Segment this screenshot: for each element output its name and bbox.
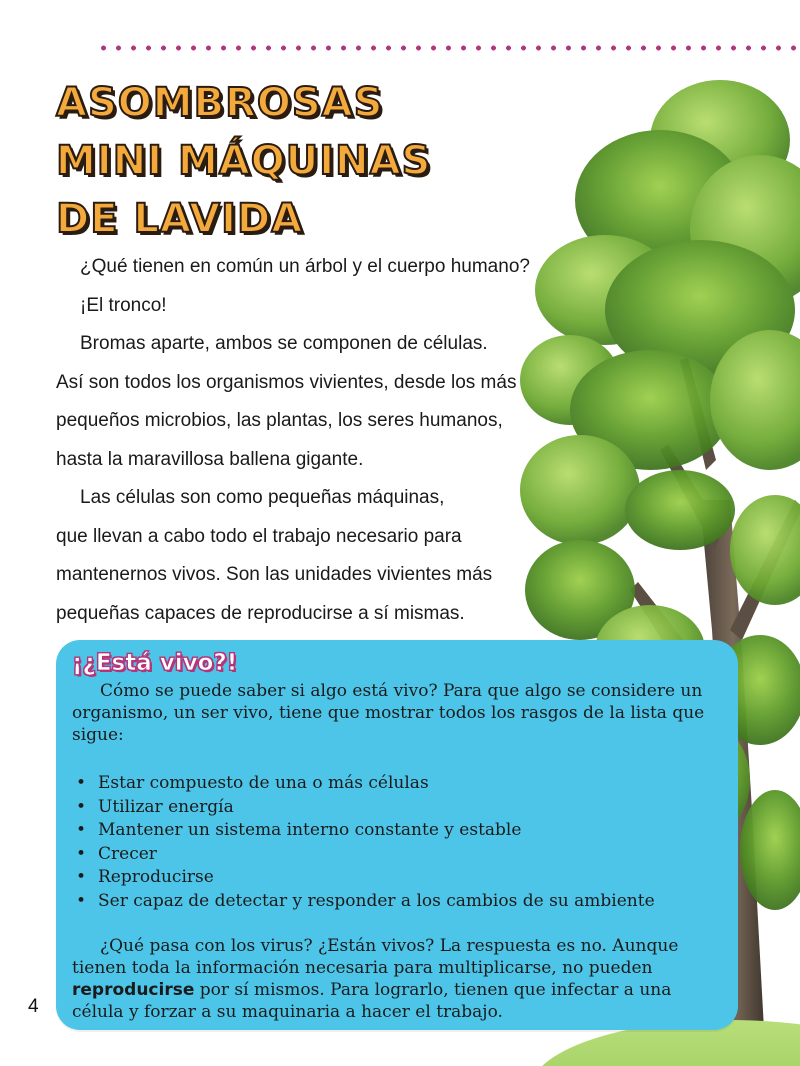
list-item: • Reproducirse — [72, 866, 720, 890]
page-number: 4 — [28, 996, 39, 1017]
traits-list — [72, 772, 720, 913]
list-item: • Ser capaz de detectar y responder a los cambios de su ambiente — [72, 890, 720, 914]
box-title: ¡¿Está vivo?! — [72, 650, 238, 676]
is-it-alive-box — [56, 640, 738, 1030]
body-text — [56, 248, 576, 633]
list-item: • Mantener un sistema interno constante y estable — [72, 819, 720, 843]
paragraph-cells-line-2: Así son todos los organismos vivientes, desde los más — [56, 371, 517, 393]
paragraph-cells-line-4: hasta la maravillosa ballena gigante. — [56, 448, 364, 470]
paragraph-machines-line-4: pequeñas capaces de reproducirse a sí mismas. — [56, 602, 465, 624]
list-item: • Crecer — [72, 843, 720, 867]
title-line-1: ASOMBROSAS — [56, 80, 384, 126]
box-intro: Cómo se puede saber si algo está vivo? Para que algo se considere un organismo, un ser vivo, tiene que mostrar todos los rasgos de la lista que sigue: — [72, 681, 705, 745]
list-item: • Utilizar energía — [72, 796, 720, 820]
title-line-2: MINI MÁQUINAS — [56, 138, 432, 184]
list-item: • Estar compuesto de una o más células — [72, 772, 720, 796]
paragraph-question: ¿Qué tienen en común un árbol y el cuerpo humano? — [80, 256, 530, 277]
paragraph-answer: ¡El tronco! — [80, 294, 167, 316]
paragraph-machines-line-2: que llevan a cabo todo el trabajo necesario para — [56, 525, 462, 547]
title-line-3: DE LAVIDA — [56, 196, 304, 242]
page-title — [56, 74, 431, 248]
closing-bold-word: reproducirse — [72, 980, 195, 1000]
closing-text-end: por sí mismos. Para lograrlo, tienen que infectar a una célula y forzar a su maquinaria a hacer el trabajo. — [72, 980, 672, 1022]
paragraph-cells-line-3: pequeños microbios, las plantas, los seres humanos, — [56, 410, 503, 431]
box-closing — [72, 935, 720, 1023]
paragraph-cells-line-1: Bromas aparte, ambos se componen de células. — [80, 333, 488, 354]
paragraph-machines-line-1: Las células son como pequeñas máquinas, — [80, 487, 445, 508]
paragraph-machines-line-3: mantenernos vivos. Son las unidades vivientes más — [56, 564, 493, 585]
closing-text-start: ¿Qué pasa con los virus? ¿Están vivos? La respuesta es no. Aunque tienen toda la información necesaria para multiplicarse, no pueden — [72, 936, 679, 978]
